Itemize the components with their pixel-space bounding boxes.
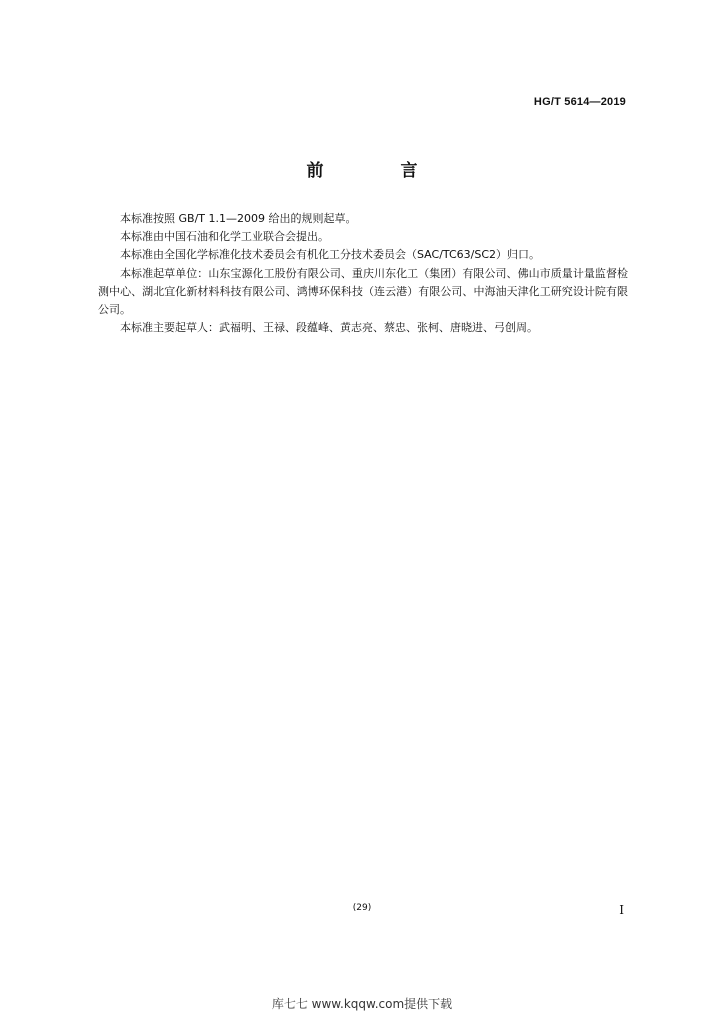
foreword-body [98,210,628,337]
download-footer: 库七七 www.kqqw.com提供下载 [271,997,453,1011]
paragraph-main-drafters: 本标准主要起草人：武福明、王禄、段蕴峰、黄志亮、蔡忠、张柯、唐晓进、弓创周。 [120,321,538,335]
paragraph-proposer: 本标准由中国石油和化学工业联合会提出。 [120,230,329,244]
roman-page-number: I [619,903,624,917]
paragraph-technical-committee: 本标准由全国化学标准化技术委员会有机化工分技术委员会（SAC/TC63/SC2）归口。 [120,248,541,262]
paragraph-drafting-units: 本标准起草单位：山东宝源化工股份有限公司、重庆川东化工（集团）有限公司、佛山市质量计量监督检测中心、湖北宜化新材料科技有限公司、鸿博环保科技（连云港）有限公司、中海油天津化工研究设计院有限公司。 [98,266,628,317]
page-number: (29) [352,903,372,913]
standard-code: HG/T 5614—2019 [533,96,626,108]
page-title: 前 言 [306,161,448,181]
paragraph-drafting-rules: 本标准按照 GB/T 1.1—2009 给出的规则起草。 [120,212,357,225]
